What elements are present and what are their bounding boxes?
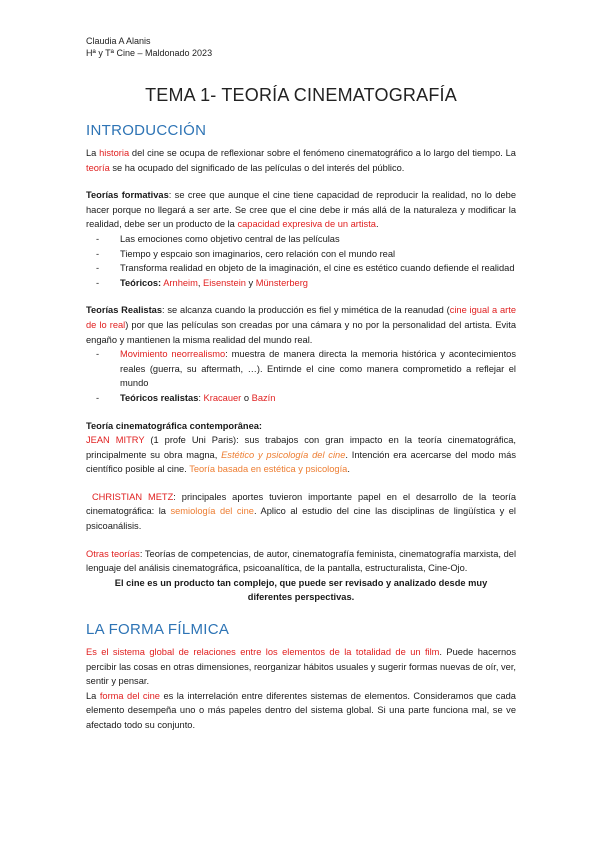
list-item: - Tiempo y espcaio son imaginarios, cero relación con el mundo real: [96, 247, 516, 262]
work-title: Estético y psicología del cine: [221, 449, 346, 460]
course-label: Hª y Tª Cine – Maldonado 2023: [86, 48, 213, 58]
section-heading-forma-filmica: LA FORMA FÍLMICA: [86, 621, 230, 639]
name-christian-metz: CHRISTIAN METZ: [91, 491, 174, 502]
contemporanea-heading: Teoría cinematográfica contemporânea:: [86, 420, 263, 431]
section-heading-introduccion: INTRODUCCIÓN: [86, 122, 207, 139]
highlight-cine-real: cine igual a arte de lo real: [86, 305, 516, 330]
list-item: - Las emociones como objetivo central de las películas: [96, 232, 516, 247]
otras-paragraph: Otras teorías: Teorías de competencias, de autor, cinematografía feminista, cinematografía marxista, del lenguaje del análisis cinematográfica, psicoanalítica, de la pantalla, estructuralista, Cine-Ojo.: [86, 548, 517, 574]
realistas-list: [86, 347, 516, 405]
list-item-teoricos-realistas: - Teóricos realistas: Kracauer o Bazín: [96, 391, 516, 406]
highlight-capacidad-expresiva: capacidad expresiva de un artista: [237, 219, 376, 230]
otras-label: Otras teorías: [86, 548, 140, 559]
highlight-sistema-global: Es el sistema global de relaciones entre los elementos de la totalidad de un film: [86, 647, 440, 658]
realistas-paragraph: Teorías Realistas: se alcanza cuando la producción es fiel y mimética de la reanudad (cine igual a arte de lo real) por que las películas son creadas por una cámara y no por la personalidad del artista. Evita engaño y mantienen la misma realidad del mundo real.: [86, 305, 517, 345]
realistas-label: Teorías Realistas: [86, 305, 163, 316]
conclusion: El cine es un producto tan complejo, que puede ser revisado y analizado desde muy diferentes perspectivas.: [114, 577, 488, 603]
metz-paragraph: CHRISTIAN METZ: principales aportes tuvieron importante papel en el desarrollo de la teoría cinematográfica: la semiología del cine. Aplico al estudio del cine las disciplinas de lingüística y el psicoanálisis.: [86, 491, 516, 532]
list-item: - Transforma realidad en objeto de la imaginación, el cine es estético cuando defiende el realidad: [96, 261, 516, 276]
highlight-historia: historia: [99, 148, 130, 158]
mitry-paragraph: JEAN MITRY (1 profe Uni Paris): sus trabajos con gran impacto en la teoría cinematográfica, principalmente su obra magna, Estético y psicología del cine. Intención era acercarse del modo más científico posible al cine. Teoría basada en estética y psicología.: [86, 435, 516, 475]
highlight-semiologia: semiología del cine: [170, 506, 254, 517]
intro-paragraph: La historia del cine se ocupa de reflexionar sobre el fenómeno cinematográfico a lo largo del tiempo. La teoría se ha ocupado del significado de las películas o del interés del público.: [86, 148, 516, 173]
forma-paragraph-2: La forma del cine es la interrelación entre diferentes sistemas de elementos. Consideramos que cada elemento desempeña uno o más papeles dentro del sistema global. Si una parte funciona mal, se ve afectado todo su conjunto.: [86, 690, 516, 730]
highlight-forma-cine: forma del cine: [99, 690, 160, 701]
highlight-teoria: teoría: [86, 162, 110, 173]
name-jean-mitry: JEAN MITRY: [86, 435, 145, 446]
author-name: Claudia A Alanis: [86, 36, 151, 46]
formativas-label: Teorías formativas: [86, 190, 169, 201]
forma-paragraph-1: Es el sistema global de relaciones entre los elementos de la totalidad de un film. Puede hacernos percibir las cosas en otras dimensiones, reorganizar hábitos usuales y sugerir formas nuevas de oír, ver, sentir y pensar.: [86, 647, 516, 687]
list-item-neorrealismo: - Movimiento neorrealismo: muestra de manera directa la memoria histórica y acontecimientos reales (guerra, su aftermath, …). Entirnde el cine como manera comprometido a reflejar el mundo: [96, 347, 516, 391]
formativas-paragraph: Teorías formativas: se cree que aunque el cine tiene capacidad de reproducir la realidad, no lo debe hacer porque no llegará a ser arte. Se cree que el cine debe ir más allá de la naturaleza y modificar la realidad, debe ser un producto de la capacidad expresiva de un artista.: [86, 190, 516, 230]
formativas-list: [86, 232, 516, 290]
list-item-teoricos: - Teóricos: Arnheim, Eisenstein y Münsterberg: [96, 276, 516, 291]
document-title: TEMA 1- TEORÍA CINEMATOGRAFÍA: [145, 85, 457, 105]
highlight-estetica: Teoría basada en estética y psicología: [189, 464, 348, 475]
page-header: [86, 35, 516, 59]
